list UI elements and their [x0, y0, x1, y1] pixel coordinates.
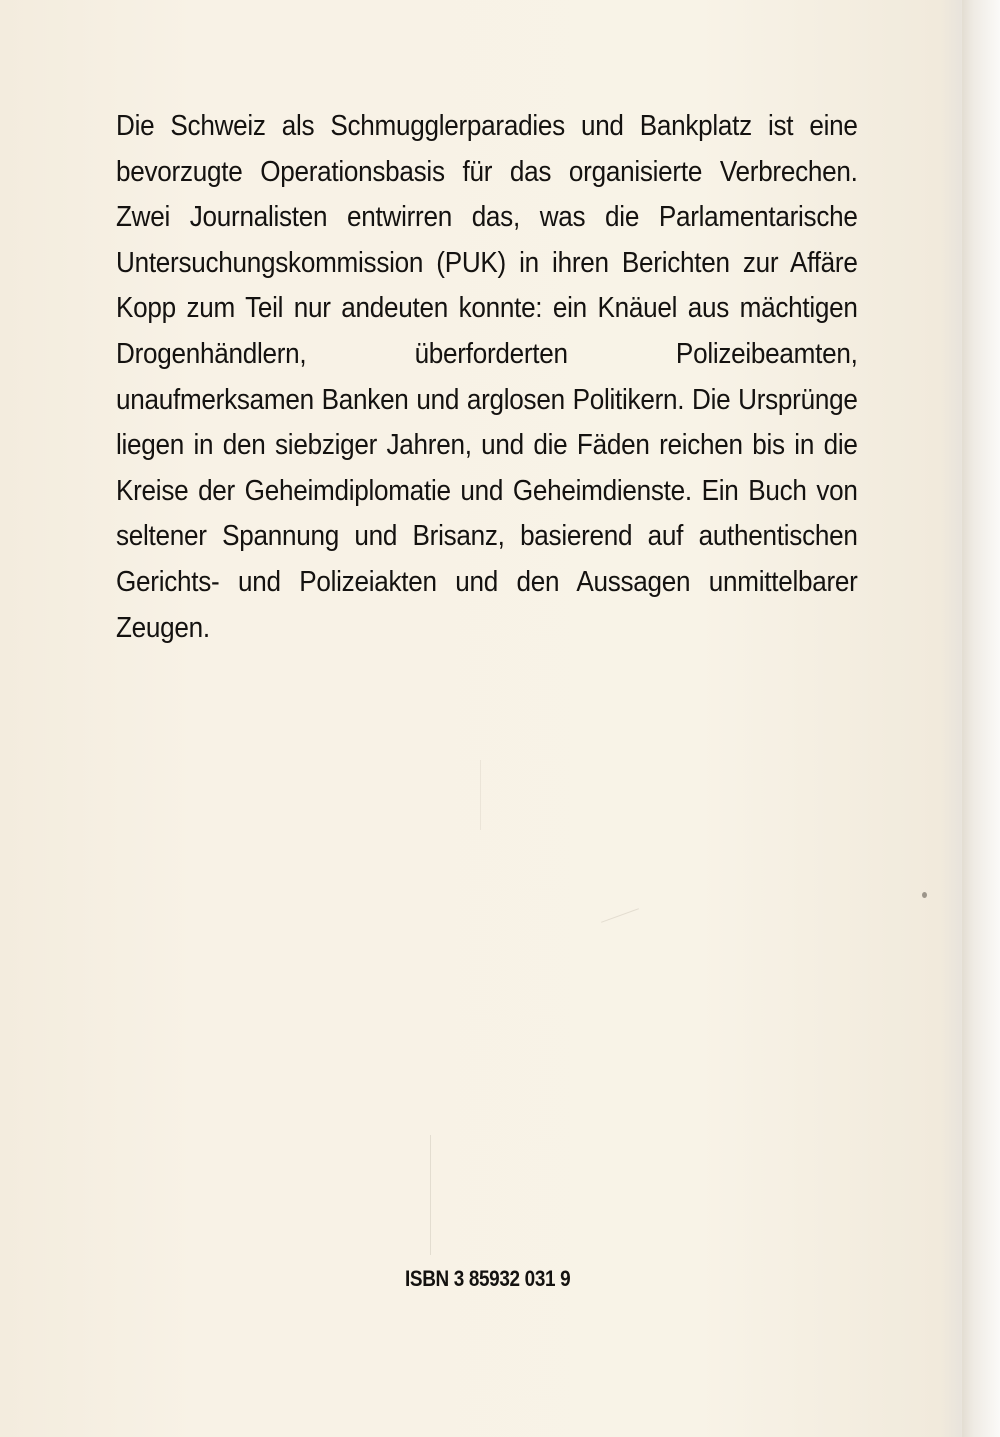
blurb-text: Die Schweiz als Schmugglerparadies und Bankplatz ist eine bevorzugte Operationsbasis für das organisierte Verbrechen. Zwei Journalisten entwirren das, was die Parlamentarische Untersuchungskommission (PUK) in ihren Berichten zur Affäre Kopp zum Teil nur andeuten konnte: ein Knäuel aus mächtigen Drogenhändlern, überforderten Polizeibeamten, unaufmerksamen Banken und arglosen Politikern. Die Ursprünge liegen in den siebziger Jahren, und die Fäden reichen bis in die Kreise der Geheimdiplomatie und Geheimdienste. Ein Buch von seltener Spannung und Brisanz, basierend auf authentischen Gerichts- und Polizeiakten und den Aussagen unmittelbarer Zeugen.	[116, 110, 858, 644]
paper-scratch	[480, 760, 481, 830]
paper-speck	[922, 892, 927, 898]
cover-edge	[962, 0, 1000, 1437]
isbn-number: ISBN 3 85932 031 9	[405, 1266, 571, 1291]
paper-scratch	[430, 1135, 431, 1255]
paper-scratch	[601, 908, 639, 923]
